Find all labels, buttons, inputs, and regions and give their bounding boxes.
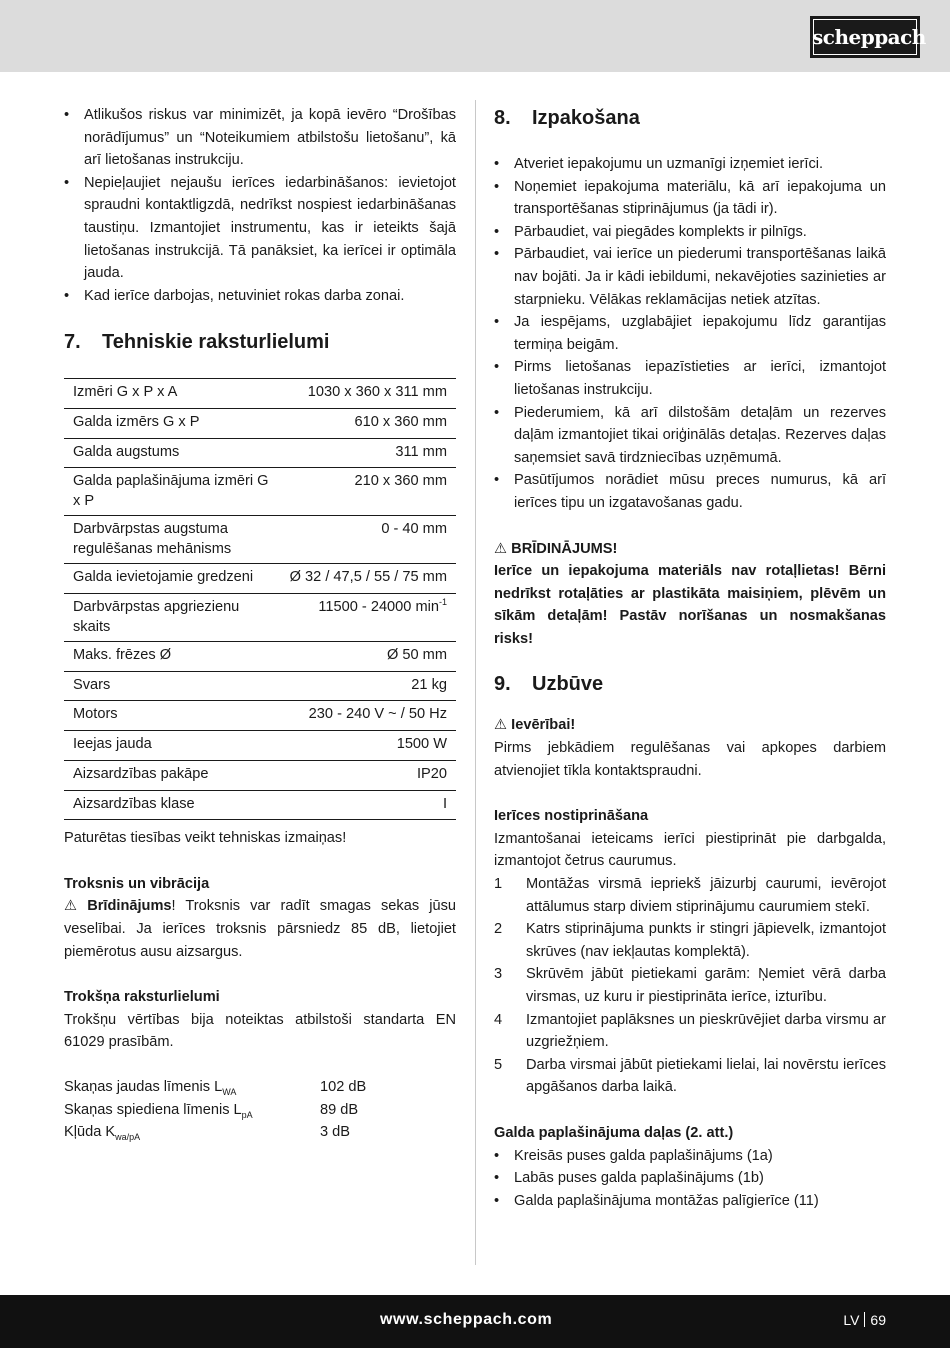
noise-warning-text: ! Troksnis var radīt smagas sekas jūsu veselībai. Ja ierīces troksnis pārsniedz 85 dB, lietojiet piemērotus ausu aizsargus. [64, 898, 457, 960]
extension-list [494, 1145, 886, 1213]
intro-bullet-list [64, 104, 456, 307]
noise-row [64, 1076, 456, 1099]
spec-value: 210 x 360 mm [281, 468, 456, 516]
table-row [64, 468, 456, 516]
section-9-heading [494, 670, 886, 698]
spec-value: 21 kg [281, 671, 456, 701]
spec-value: 0 - 40 mm [281, 516, 456, 564]
spec-label: Aizsardzības klase [64, 790, 281, 820]
noise-values [64, 1076, 456, 1144]
warning-title: BRĪDINĀJUMS! [511, 540, 618, 557]
table-row [64, 409, 456, 439]
reserve-note: Paturētas tiesības veikt tehniskas izmaiņas! [64, 830, 347, 847]
noise-warning [64, 895, 456, 963]
section-number: 8. [494, 107, 511, 129]
spec-value: Ø 50 mm [281, 642, 456, 672]
spec-label: Ieejas jauda [64, 731, 281, 761]
noise-value: 3 dB [320, 1124, 351, 1141]
mount-steps [494, 873, 886, 1099]
section-title: Uzbūve [532, 673, 604, 696]
spec-label: Galda ievietojamie gredzeni [64, 564, 281, 594]
attention-heading [494, 714, 886, 737]
header-bar [0, 0, 950, 72]
page-number: 69 [870, 1312, 886, 1328]
list-item: • Pirms lietošanas iepazīstieties ar ierīci, izmantojot lietošanas instrukciju. [494, 356, 886, 401]
spec-label: Galda izmērs G x P [64, 409, 281, 439]
list-item: • Labās puses galda paplašinājums (1b) [494, 1167, 886, 1190]
spec-label: Darbvārpstas apgriezienu skaits [64, 594, 281, 642]
spec-value: 311 mm [281, 438, 456, 468]
list-item: • Nepieļaujiet nejaušu ierīces iedarbināšanos: ievietojot spraudni kontaktligzdā, nedrīkst nospiest iedarbināšanas taustiņu. Izmantojiet instrumentu, kas ir ieteikts šajā lietošanas instrukcijā. Tā panāksiet, ka ierīcei ir optimāla jauda. [64, 172, 456, 285]
list-item: 3 Skrūvēm jābūt pietiekami garām: Ņemiet vērā darba virsmas, uz kuru ir piestiprināta ierīce, izturību. [494, 966, 886, 1005]
section-number: 7. [64, 331, 81, 354]
warning-text: Ierīce un iepakojuma materiāls nav rotaļlietas! Bērni nedrīkst rotaļāties ar plastikāta maisiņiem, plēvēm un sīkām detaļām! Pastāv norīšanas un nosmakšanas risks! [494, 563, 886, 647]
list-item: 2 Katrs stiprinājuma punkts ir stingri jāpievelk, izmantojot skrūves (nav iekļautas komplektā). [494, 921, 886, 960]
table-row [64, 516, 456, 564]
list-item: • Piederumiem, kā arī dilstošām detaļām un rezerves daļām izmantojiet tikai oriģinālās detaļas. Rezerves daļas saņemsiet savā tirdzniecības uzņēmumā. [494, 402, 886, 470]
right-column [494, 104, 886, 1212]
table-row [64, 671, 456, 701]
list-item: • Pārbaudiet, vai ierīce un piederumi transportēšanas laikā nav bojāti. Ja ir kādi iebildumi, nekavējoties sazinieties ar starpnieku. Vēlākas reklamācijas netiek atzītas. [494, 243, 886, 311]
section-number: 9. [494, 673, 511, 696]
spec-value: 610 x 360 mm [281, 409, 456, 439]
warning-icon: ⚠ [494, 717, 508, 734]
spec-value: IP20 [281, 760, 456, 790]
section-8-heading [494, 104, 886, 132]
noise-label: Kļūda $K_{wa/pA}$ [64, 1124, 141, 1143]
attention-text: Pirms jebkādiem regulēšanas vai apkopes darbiem atvienojiet tīkla kontaktspraudni. [494, 740, 886, 779]
list-item: • Atlikušos riskus var minimizēt, ja kopā ievēro “Drošības norādījumus” un “Noteikumiem atbilstošu lietošanu”, kā arī lietošanas instrukciju. [64, 104, 456, 172]
list-item: 4 Izmantojiet paplāksnes un pieskrūvējiet darba virsmu ar uzgriežņiem. [494, 1011, 886, 1051]
noise-warning-label: Brīdinājums [87, 898, 172, 915]
spec-label: Maks. frēzes Ø [64, 642, 281, 672]
page-indicator [843, 1310, 886, 1330]
footer-bar [0, 1295, 950, 1348]
spec-value: 1030 x 360 x 311 mm [281, 379, 456, 409]
list-item: • Kreisās puses galda paplašinājums (1a) [494, 1145, 886, 1168]
left-column [64, 104, 456, 1144]
brand-logo: scheppach [810, 16, 920, 58]
list-item: • Ja iespējams, uzglabājiet iepakojumu līdz garantijas termiņa beigām. [494, 311, 886, 356]
list-item: • Atveriet iepakojumu un uzmanīgi izņemiet ierīci. [494, 153, 886, 176]
noise-row [64, 1099, 456, 1122]
list-item: 1 Montāžas virsmā iepriekš jāizurbj caurumi, ievērojot attālumus starp diviem stiprinājumu caurumiem stekī. [494, 876, 886, 915]
noise-row [64, 1121, 456, 1144]
table-row [64, 438, 456, 468]
spec-label: Izmēri G x P x A [64, 379, 281, 409]
table-row [64, 642, 456, 672]
spec-value: Ø 32 / 47,5 / 55 / 75 mm [281, 564, 456, 594]
section-title: Tehniskie raksturlielumi [102, 331, 330, 354]
spec-label: Motors [64, 701, 281, 731]
list-item: • Galda paplašinājuma montāžas palīgierīce (11) [494, 1190, 886, 1213]
spec-value: 11500 - 24000 $\min^{-1}$ [281, 594, 456, 642]
spec-label: Darbvārpstas augstuma regulēšanas mehānisms [64, 516, 281, 564]
warning-icon: ⚠ [64, 898, 78, 915]
mount-heading: Ierīces nostiprināšana [494, 808, 649, 825]
table-row [64, 790, 456, 820]
list-item: 5 Darba virsmai jābūt pietiekami lielai, lai novērstu ierīces apgāšanos darba laikā. [494, 1056, 886, 1096]
spec-label: Svars [64, 671, 281, 701]
warning-heading [494, 538, 886, 561]
noise-specs-text: Trokšņu vērtības bija noteiktas atbilstoši standarta EN 61029 prasībām. [64, 1011, 456, 1051]
noise-label: Skaņas jaudas līmenis $L_{WA}$ [64, 1078, 237, 1097]
column-divider [475, 100, 476, 1265]
spec-label: Galda paplašinājuma izmēri G x P [64, 468, 281, 516]
table-row [64, 564, 456, 594]
spec-value: 1500 W [281, 731, 456, 761]
table-row [64, 379, 456, 409]
noise-heading: Troksnis un vibrācija [64, 875, 210, 892]
section-title: Izpakošana [532, 107, 640, 129]
table-row [64, 731, 456, 761]
noise-specs-heading: Trokšņa raksturlielumi [64, 989, 220, 1006]
list-item: • Pasūtījumos norādiet mūsu preces numurus, kā arī ierīces tipu un izgatavošanas gadu. [494, 469, 886, 514]
list-item: • Noņemiet iepakojuma materiālu, kā arī iepakojuma un transportēšanas stiprinājumus (ja tādi ir). [494, 176, 886, 221]
spec-value: I [281, 790, 456, 820]
spec-table [64, 378, 456, 820]
noise-value: 89 dB [320, 1101, 359, 1118]
noise-label: Skaņas spiediena līmenis $L_{pA}$ [64, 1101, 253, 1120]
website-link[interactable]: www.scheppach.com [380, 1311, 553, 1328]
language-code: LV [843, 1312, 860, 1328]
extension-heading: Galda paplašinājuma daļas (2. att.) [494, 1124, 734, 1141]
mount-text: Izmantošanai ieteicams ierīci piestiprināt pie darbgalda, izmantojot četrus caurumus. [494, 830, 886, 870]
noise-value: 102 dB [320, 1078, 367, 1095]
unpacking-bullet-list [494, 153, 886, 515]
table-row [64, 594, 456, 642]
spec-value: 230 - 240 V ~ / 50 Hz [281, 701, 456, 731]
list-item: • Kad ierīce darbojas, netuviniet rokas darba zonai. [64, 285, 456, 308]
spec-label: Galda augstums [64, 438, 281, 468]
spec-label: Aizsardzības pakāpe [64, 760, 281, 790]
attention-title: Ievērībai! [511, 717, 576, 734]
section-7-heading [64, 328, 456, 356]
warning-icon: ⚠ [494, 540, 508, 557]
list-item: • Pārbaudiet, vai piegādes komplekts ir pilnīgs. [494, 221, 886, 244]
table-row [64, 701, 456, 731]
table-row [64, 760, 456, 790]
